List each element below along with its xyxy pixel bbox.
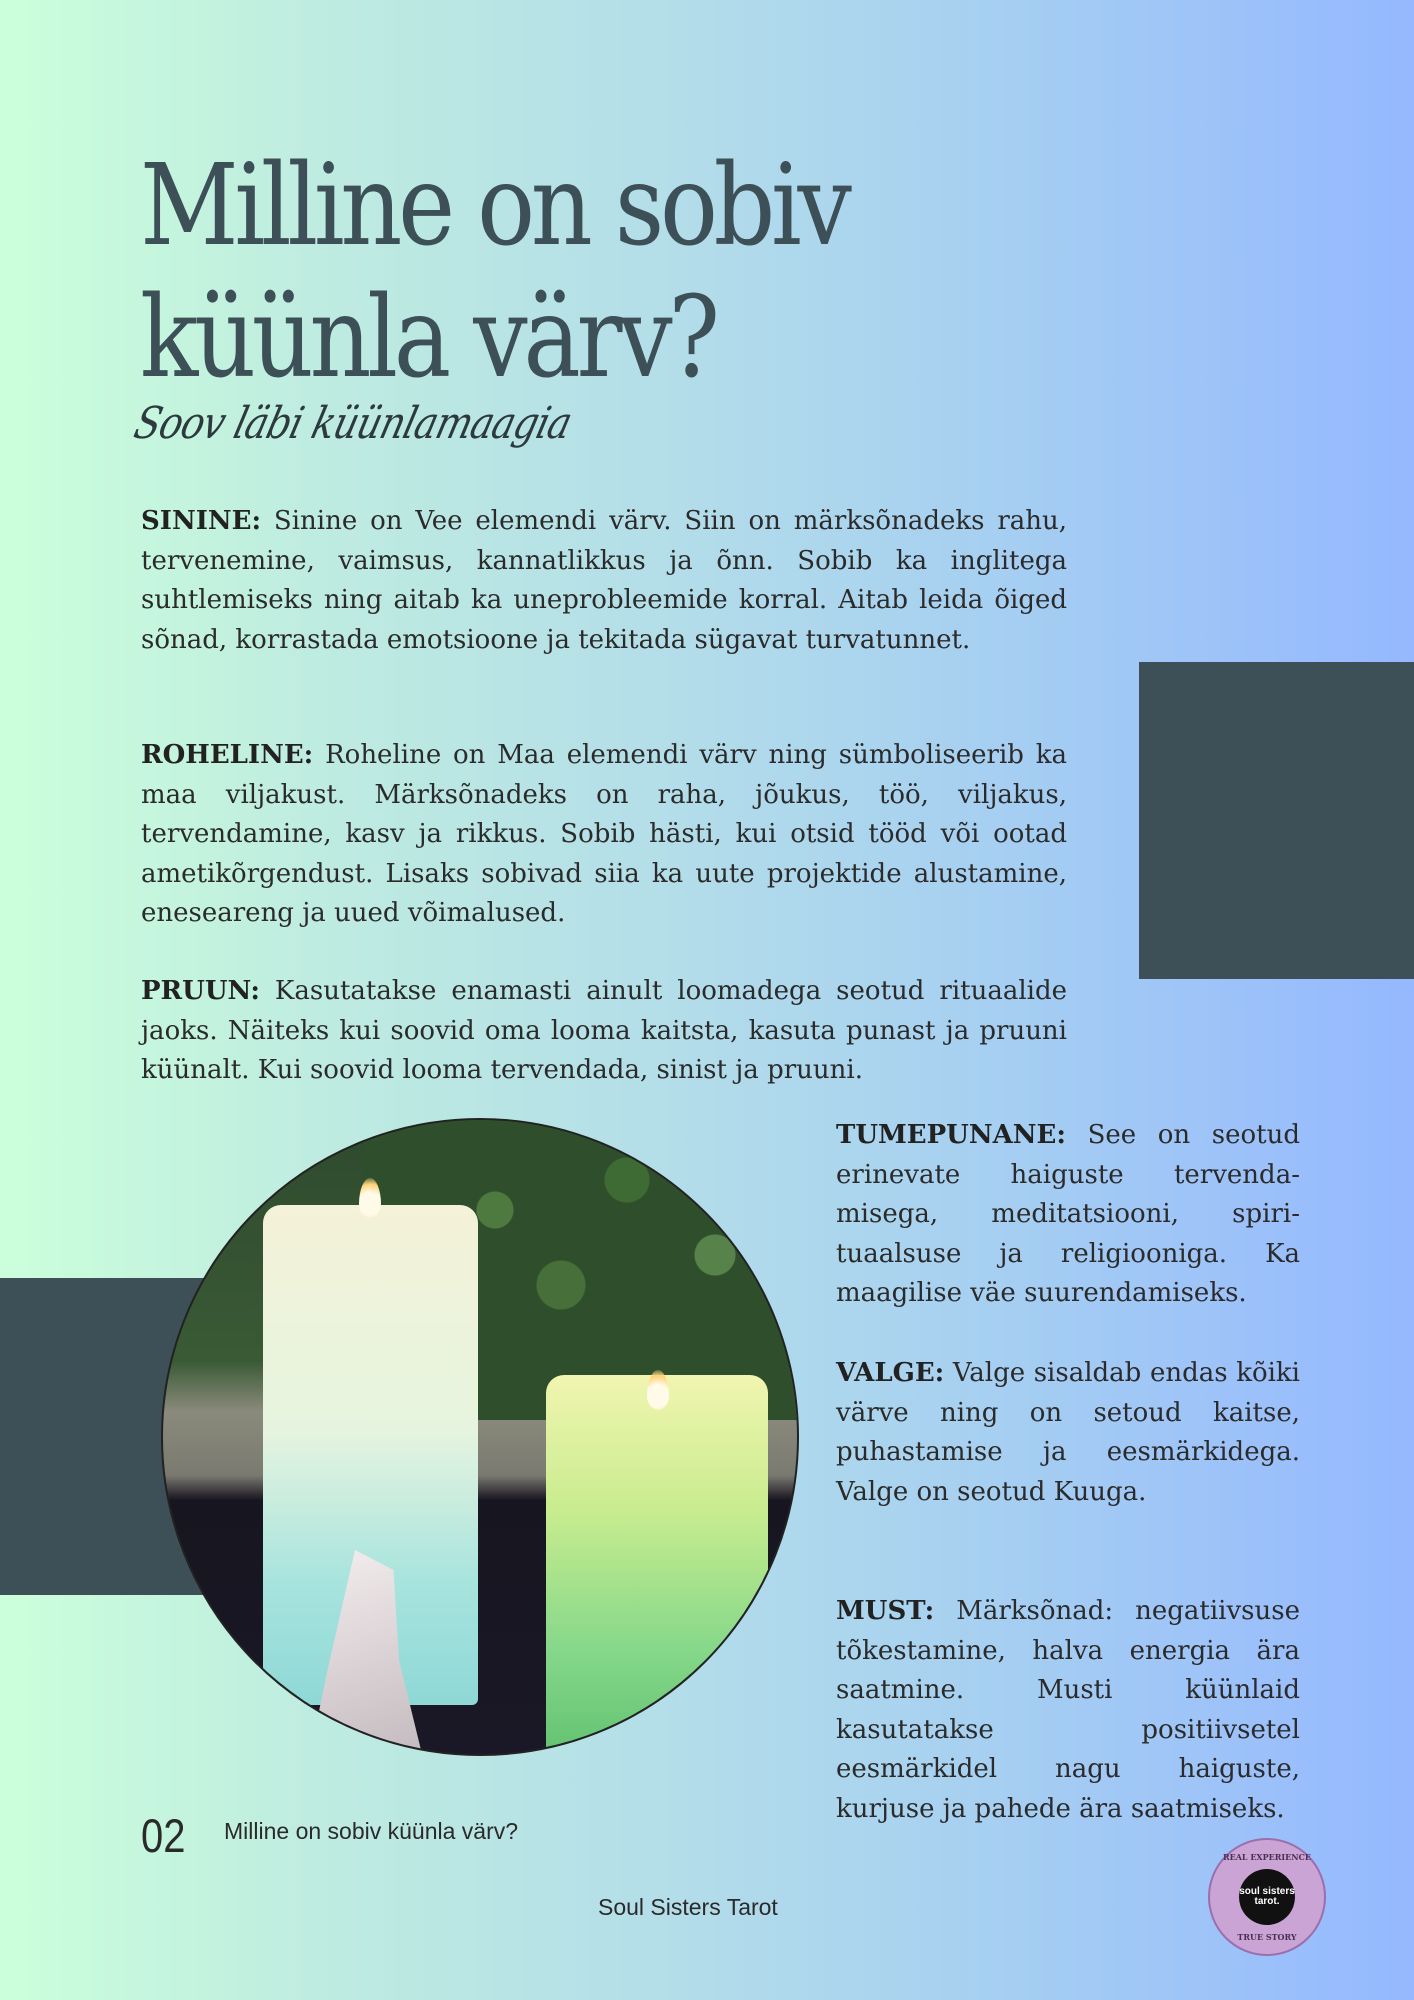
section-roheline — [141, 736, 1067, 934]
section-text: Kasutatakse enamasti ainult loomadega seotud rituaalide jaoks. Näiteks kui soovid oma looma kaitsta, kasuta punast ja pruuni küünalt. Kui soovid looma tervendada, sinist ja pruuni. — [141, 976, 1067, 1085]
page-running-title: Milline on sobiv küünla värv? — [224, 1818, 519, 1844]
section-pruun — [141, 972, 1067, 1091]
section-tumepunane — [836, 1116, 1300, 1314]
candles-photo — [161, 1118, 799, 1756]
section-text: See on seotud erinevate haiguste tervendamisega, meditatsiooni, spirituaalsuse ja religiooniga. Ka maagilise väe suurendamiseks. — [836, 1120, 1300, 1308]
brand-seal-badge — [1208, 1838, 1326, 1956]
section-text: Märksõnad: negatiivsuse tõkestamine, halva energia ära saatmine. Musti küünlaid kasutatakse positiivsetel eesmärkidel nagu haiguste, kurjuse ja pahede ära saatmiseks. — [836, 1596, 1300, 1824]
section-label: MUST: — [836, 1596, 935, 1626]
badge-top-text: REAL EXPERIENCE — [1222, 1852, 1312, 1862]
section-label: VALGE: — [836, 1358, 945, 1388]
brand-logo-icon: soul sisters tarot. — [1239, 1869, 1295, 1925]
page-number: 02 — [141, 1809, 186, 1862]
section-must — [836, 1592, 1300, 1829]
section-valge — [836, 1354, 1300, 1512]
section-label: SININE: — [141, 506, 262, 536]
page-title — [140, 140, 848, 404]
decorative-block-right — [1139, 662, 1414, 979]
section-sinine — [141, 502, 1067, 660]
section-label: PRUUN: — [141, 976, 260, 1006]
badge-bottom-text: TRUE STORY — [1237, 1932, 1297, 1942]
section-text: Valge sisaldab endas kõiki värve ning on setoud kaitse, puhastamise ja eesmärkidega. Valge on seotud Kuuga. — [836, 1358, 1300, 1507]
page-subtitle: Soov läbi küünlamaagia — [129, 398, 577, 449]
green-candle — [546, 1375, 768, 1756]
title-line-2: küünla värv? — [140, 273, 716, 403]
section-text: Roheline on Maa elemendi värv ning sümboliseerib ka maa viljakust. Märksõnadeks on raha, jõukus, töö, viljakus, tervendamine, kasv ja rikkus. Sobib hästi, kui otsid tööd või ootad ametikõrgendust. Lisaks sobivad siia ka uute projektide alustamine, eneseareng ja uued võimalused. — [141, 740, 1067, 928]
section-label: TUMEPUNANE: — [836, 1120, 1066, 1150]
footer-brand: Soul Sisters Tarot — [598, 1894, 778, 1920]
section-text: Sinine on Vee elemendi värv. Siin on märksõnadeks rahu, tervenemine, vaimsus, kannatlikkus ja õnn. Sobib ka inglitega suhtlemiseks ning aitab ka uneprobleemide korral. Aitab leida õiged sõnad, korrastada emotsioone ja tekitada sügavat turvatunnet. — [141, 506, 1067, 655]
title-line-1: Milline on sobiv — [140, 141, 848, 271]
section-label: ROHELINE: — [141, 740, 314, 770]
